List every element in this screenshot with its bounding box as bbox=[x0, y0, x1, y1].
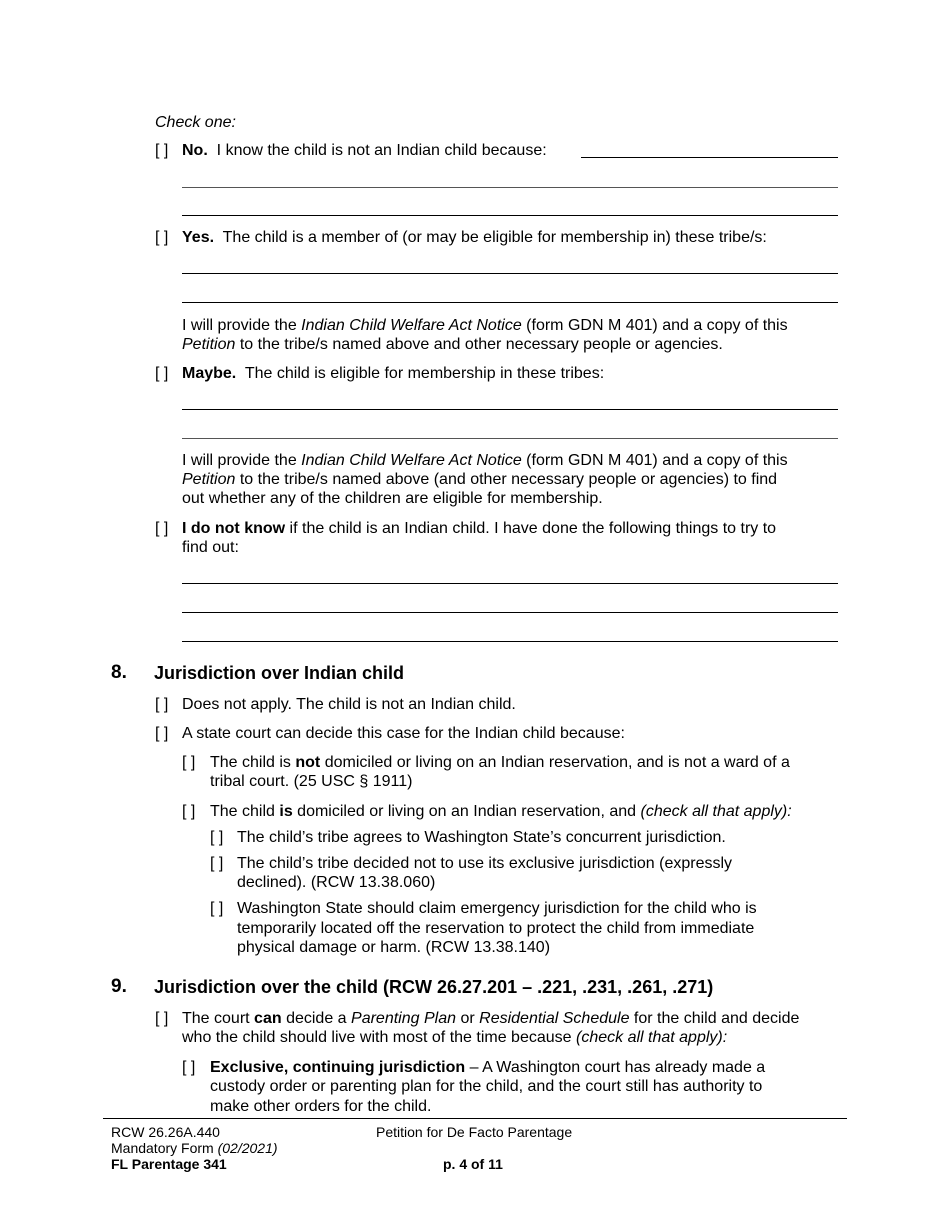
emergency-text-3: physical damage or harm. (RCW 13.38.140) bbox=[237, 939, 551, 956]
maybe-checkbox[interactable]: [ ] bbox=[155, 365, 169, 382]
no-option-text: No. I know the child is not an Indian child because: bbox=[182, 142, 547, 159]
court-can-checkbox[interactable]: [ ] bbox=[155, 1010, 169, 1027]
footer-statute: RCW 26.26A.440 bbox=[111, 1124, 220, 1140]
yes-tribe-line-1[interactable] bbox=[182, 273, 838, 274]
section-9-title: Jurisdiction over the child (RCW 26.27.201 – .221, .231, .261, .271) bbox=[154, 977, 714, 997]
check-one-label: Check one: bbox=[155, 114, 236, 131]
dont-know-line-3[interactable] bbox=[182, 641, 838, 642]
state-court-text: A state court can decide this case for the Indian child because: bbox=[182, 725, 625, 742]
footer-mandatory: Mandatory Form (02/2021) bbox=[111, 1140, 278, 1156]
no-reason-line-3[interactable] bbox=[182, 215, 838, 216]
maybe-notice-line-3: out whether any of the children are eligible for membership. bbox=[182, 490, 603, 507]
maybe-tribe-line-1[interactable] bbox=[182, 409, 838, 410]
exclusive-checkbox[interactable]: [ ] bbox=[182, 1059, 196, 1076]
state-court-checkbox[interactable]: [ ] bbox=[155, 725, 169, 742]
maybe-option-text: Maybe. The child is eligible for membership in these tribes: bbox=[182, 365, 605, 382]
dont-know-line-2[interactable] bbox=[182, 612, 838, 613]
maybe-notice-line-1: I will provide the Indian Child Welfare Act Notice (form GDN M 401) and a copy of this bbox=[182, 452, 788, 469]
tribe-declined-text-2: declined). (RCW 13.38.060) bbox=[237, 874, 436, 891]
tribe-declined-text: The child’s tribe decided not to use its exclusive jurisdiction (expressly bbox=[237, 855, 733, 872]
dont-know-option-text: I do not know if the child is an Indian child. I have done the following things to try to bbox=[182, 520, 777, 537]
maybe-notice-line-2: Petition to the tribe/s named above (and other necessary people or agencies) to find bbox=[182, 471, 778, 488]
exclusive-text-2: custody order or parenting plan for the child, and the court still has authority to bbox=[210, 1078, 763, 1095]
footer-divider bbox=[103, 1118, 847, 1119]
footer-form-id: FL Parentage 341 bbox=[111, 1156, 227, 1172]
yes-option-text: Yes. The child is a member of (or may be eligible for membership in) these tribe/s: bbox=[182, 229, 767, 246]
emergency-text: Washington State should claim emergency jurisdiction for the child who is bbox=[237, 900, 757, 917]
not-domiciled-text: The child is not domiciled or living on an Indian reservation, and is not a ward of a bbox=[210, 754, 790, 771]
section-8-number: 8. bbox=[111, 662, 127, 683]
not-domiciled-text-2: tribal court. (25 USC § 1911) bbox=[210, 773, 413, 790]
section-8-title: Jurisdiction over Indian child bbox=[154, 663, 405, 683]
yes-notice-line-1: I will provide the Indian Child Welfare Act Notice (form GDN M 401) and a copy of this bbox=[182, 317, 788, 334]
is-domiciled-text: The child is domiciled or living on an Indian reservation, and (check all that apply): bbox=[210, 803, 792, 820]
yes-tribe-line-2[interactable] bbox=[182, 302, 838, 303]
tribe-declined-checkbox[interactable]: [ ] bbox=[210, 855, 224, 872]
tribe-agrees-checkbox[interactable]: [ ] bbox=[210, 829, 224, 846]
yes-notice-line-2: Petition to the tribe/s named above and other necessary people or agencies. bbox=[182, 336, 723, 353]
is-domiciled-checkbox[interactable]: [ ] bbox=[182, 803, 196, 820]
not-apply-text: Does not apply. The child is not an Indian child. bbox=[182, 696, 516, 713]
not-apply-checkbox[interactable]: [ ] bbox=[155, 696, 169, 713]
dont-know-line-1[interactable] bbox=[182, 583, 838, 584]
not-domiciled-checkbox[interactable]: [ ] bbox=[182, 754, 196, 771]
tribe-agrees-text: The child’s tribe agrees to Washington State’s concurrent jurisdiction. bbox=[237, 829, 726, 846]
no-reason-line-1[interactable] bbox=[581, 157, 838, 158]
emergency-checkbox[interactable]: [ ] bbox=[210, 900, 224, 917]
emergency-text-2: temporarily located off the reservation to protect the child from immediate bbox=[237, 920, 755, 937]
exclusive-text-3: make other orders for the child. bbox=[210, 1098, 432, 1115]
yes-checkbox[interactable]: [ ] bbox=[155, 229, 169, 246]
no-reason-line-2[interactable] bbox=[182, 187, 838, 188]
maybe-tribe-line-2[interactable] bbox=[182, 438, 838, 439]
exclusive-text: Exclusive, continuing jurisdiction – A Washington court has already made a bbox=[210, 1059, 766, 1076]
dont-know-checkbox[interactable]: [ ] bbox=[155, 520, 169, 537]
court-can-text: The court can decide a Parenting Plan or Residential Schedule for the child and decide bbox=[182, 1010, 800, 1027]
footer-title: Petition for De Facto Parentage bbox=[376, 1124, 573, 1140]
court-can-text-2: who the child should live with most of the time because (check all that apply): bbox=[182, 1029, 728, 1046]
section-9-number: 9. bbox=[111, 976, 127, 997]
dont-know-option-text-2: find out: bbox=[182, 539, 239, 556]
footer-page: p. 4 of 11 bbox=[443, 1156, 503, 1172]
no-checkbox[interactable]: [ ] bbox=[155, 142, 169, 159]
